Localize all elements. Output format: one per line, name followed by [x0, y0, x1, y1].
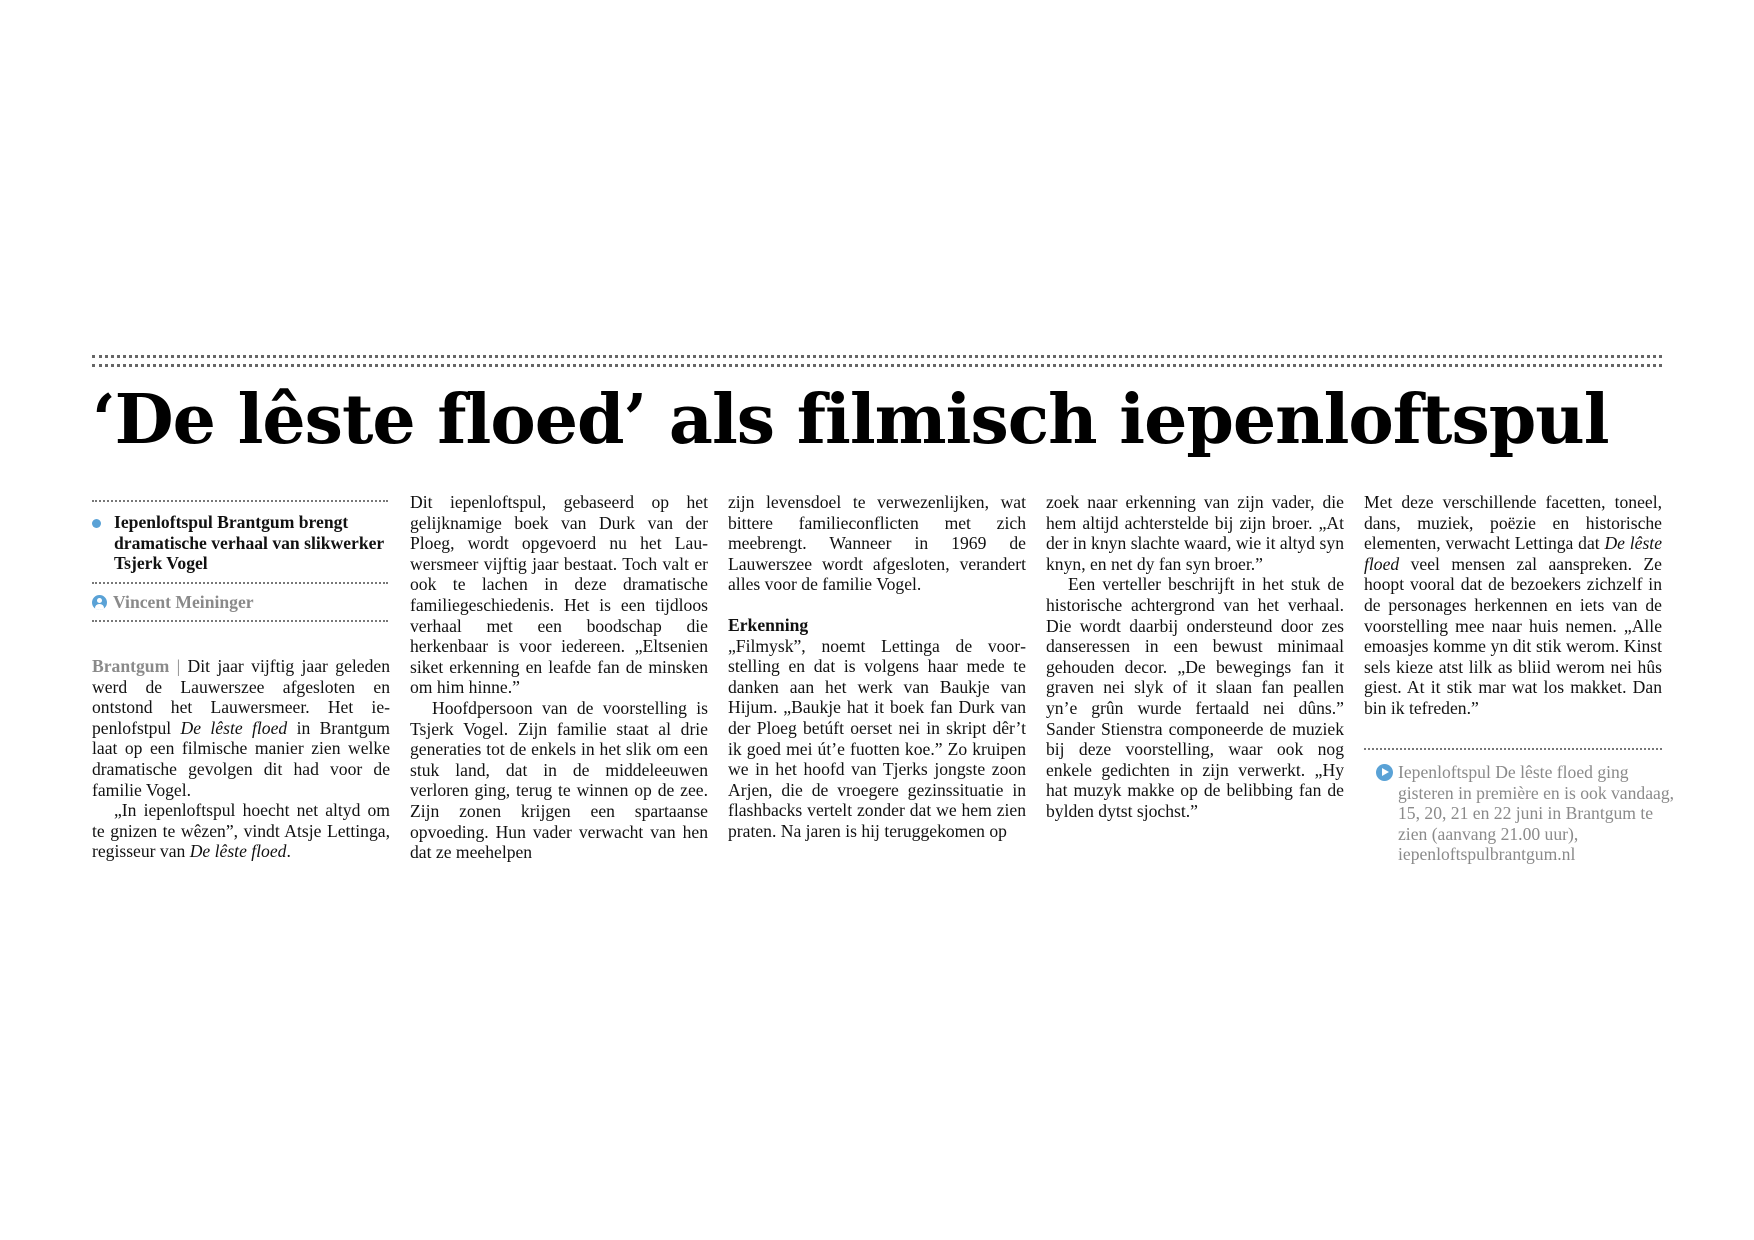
article-column-5 [1364, 492, 1662, 719]
author-byline [92, 592, 392, 612]
body-paragraph [410, 492, 708, 698]
title-italic: De lêste floed [189, 841, 287, 862]
body-paragraph [1046, 492, 1344, 574]
text-run: „Filmysk”, noemt Lettinga de voorstelling en dat is volgens haar mede te danken aan het werk van Baukje van Hijum. „Baukje hat it boek fan Durk van der Ploeg betúft oerset nei in skript dêr’t ik goed mei út’e fuotten koe.” Zo kruipen we in het hoofd van Tjerks jongste zoon Arjen, die de vroegere gezinssituatie in flashbacks vertelt zonder dat we hem zien praten. Na jaren is hij teruggekomen op [728, 635, 1026, 841]
body-paragraph [410, 698, 708, 863]
author-name: Vincent Meininger [113, 592, 254, 612]
text-run: zijn levensdoel te verwezenlijken, wat bittere familieconflicten met zich meebrengt. Wanneer in 1969 de Lauwerszee wordt afgesloten, verandert alles voor de familie Vogel. [728, 492, 1026, 595]
text-run: Met deze verschillende facetten, toneel, dans, muziek, poëzie en historische elementen, verwacht Lettinga dat [1364, 492, 1662, 554]
subheading [728, 615, 1026, 636]
article-column-3 [728, 492, 1026, 842]
text-run: „In iepenloftspul hoecht net altyd om te gnizen te wêzen”, vindt Atsje Lettinga, regisseur van [92, 800, 390, 862]
intro-bottom-rule [92, 582, 388, 584]
article-column-2 [410, 492, 708, 863]
infobox-top-rule [1364, 748, 1662, 750]
text-run: Dit iepenloftspul, gebaseerd op het gelijknamige boek van Durk van der Ploeg, wordt opgevoerd nu het Lauwersmeer vijftig jaar bestaat. Toch valt er ook te lachen in deze dramatische familiegeschiedenis. Het is een tijdloos verhaal met een boodschap die herkenbaar is voor iedereen. „Eltsenien siket erkenning en leafde fan de minsken om him hinne.” [410, 492, 708, 698]
body-paragraph [728, 636, 1026, 842]
body-paragraph [92, 800, 390, 862]
event-info-box [1376, 762, 1676, 865]
text-run: in Brantgum laat op een filmische manier zien welke dramatische gevolgen dit had voor de familie Vogel. [92, 717, 390, 800]
article-column-4 [1046, 492, 1344, 822]
text-run: Hoofdpersoon van de voorstelling is Tsjerk Vogel. Zijn familie staat al drie generaties tot de enkels in het slik om een stuk land, dat in de middeleeuwen verloren ging, terug te winnen op de zee. Zijn zonen krijgen een spartaanse opvoeding. Hun vader verwacht van hen dat ze meehelpen [410, 697, 708, 863]
top-dotted-rule [92, 355, 1662, 358]
dateline-separator: | [169, 656, 188, 676]
top-dotted-rule-2 [92, 364, 1662, 367]
body-paragraph [728, 492, 1026, 595]
text-run: Een verteller beschrijft in het stuk de historische achtergrond van het verhaal. Die wordt daarbij ondersteund door zes danseressen in een bewust minimaal gehouden decor. „De bewegings fan it graven nei slyk of it slaan fan peallen yn’e grûn wurde fertaald nei dûns.” Sander Stienstra componeerde de muziek bij deze voorstelling, waar ook nog enkele gedichten in zijn verwerkt. „Hy hat muzyk makke op de belibbing fan de bylden dytst sjochst.” [1046, 574, 1344, 821]
text-run: veel mensen zal aanspreken. Ze hoopt vooral dat de bezoekers zichzelf in de personages herkennen en iets van de voorstelling mee naar huis nemen. „Alle emoasjes komme yn dit stik werom. Kinst sels kieze atst lilk as bliid werom nei hûs giest. At it stik mar wat los makket. Dan bin ik tefreden.” [1364, 553, 1662, 718]
event-info-text: Iepenloftspul De lêste floed ging gisteren in première en is ook vandaag, 15, 20, 21 en 22 juni in Brantgum te zien (aanvang 21.00 uur), iepenloftspulbrantgum.nl [1398, 762, 1675, 865]
article-column-1 [92, 656, 390, 862]
dateline: Brantgum [92, 656, 170, 676]
text-run: Erkenning [728, 614, 809, 635]
text-run: . [286, 841, 291, 862]
intro-summary [92, 512, 390, 574]
title-italic: De lêste floed [180, 717, 288, 738]
intro-top-rule [92, 500, 388, 502]
headline: ‘De lêste floed’ als filmisch iepenloftspul [92, 380, 1609, 460]
title-italic: De lêste floed [1364, 533, 1663, 574]
intro-text: Iepenloftspul Brantgum brengt dramatische verhaal van slikwerker Tsjerk Vogel [114, 512, 384, 574]
text-run: zoek naar erkenning van zijn vader, die hem altijd achterstelde bij zijn broer. „At der in knyn slachte waard, wie it altyd syn knyn, en net dy fan syn broer.” [1046, 492, 1344, 574]
byline-bottom-rule [92, 620, 388, 622]
person-icon [92, 595, 107, 610]
body-paragraph [92, 656, 390, 800]
text-run: Dit jaar vijftig jaar geleden werd de Lauwerszee afgesloten en ontstond het Lauwersmeer. Het iepenlofstpul [92, 656, 390, 738]
play-icon [1376, 764, 1393, 781]
body-paragraph [1046, 574, 1344, 821]
body-paragraph [1364, 492, 1662, 719]
bullet-dot-icon [92, 519, 101, 528]
